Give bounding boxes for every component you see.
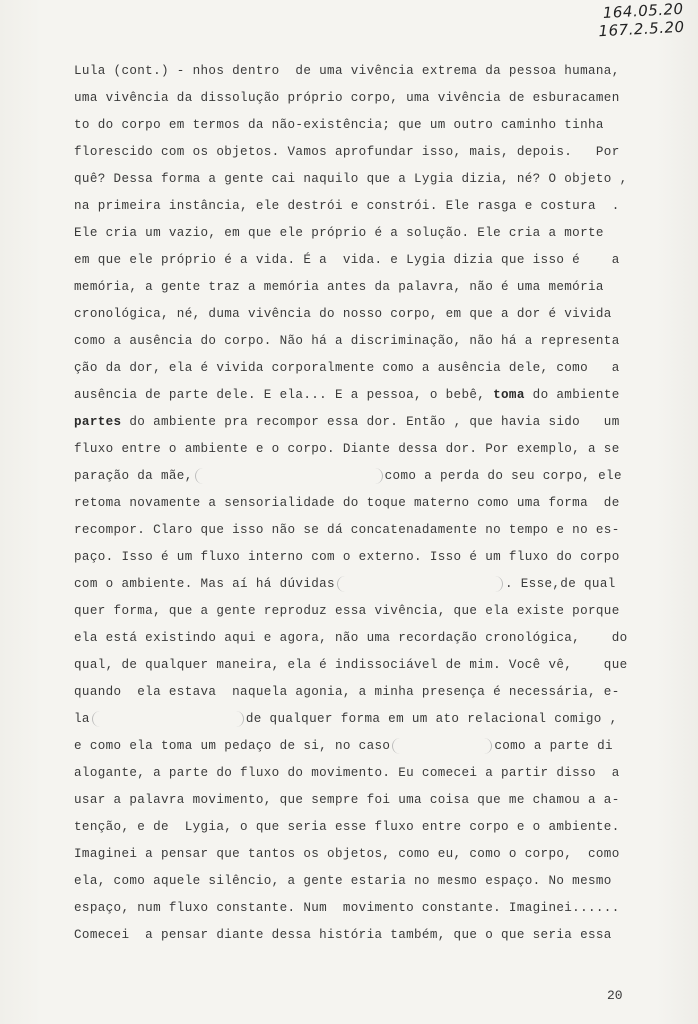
text-segment: la [74,712,90,726]
text-line: em que ele próprio é a vida. É a vida. e Lygia dizia que isso é a [74,253,620,267]
text-line: qual, de qualquer maneira, ela é indissociável de mim. Você vê, que [74,658,628,672]
text-line: memória, a gente traz a memória antes da palavra, não é uma memória [74,280,604,294]
text-line: ela está existindo aqui e agora, não uma recordação cronológica, do [74,631,628,645]
transcript-body [74,58,654,949]
text-line [74,382,654,409]
text-segment: com o ambiente. Mas aí há dúvidas [74,577,335,591]
text-line: Comecei a pensar diante dessa história também, que o que seria essa [74,928,612,942]
text-line: quando ela estava naquela agonia, a minha presença é necessária, e- [74,685,620,699]
archive-number-line-2: 167.2.5.20 [597,17,685,41]
inaudible-gap-bracket [337,576,503,592]
page-number: 20 [607,988,623,1003]
text-line: na primeira instância, ele destrói e constrói. Ele rasga e costura . [74,199,620,213]
text-line: recompor. Claro que isso não se dá concatenadamente no tempo e no es- [74,523,620,537]
text-segment: ausência de parte dele. E ela... E a pessoa, o bebê, [74,388,494,402]
bold-word: partes [74,415,122,429]
text-line [74,409,654,436]
text-line: alogante, a parte do fluxo do movimento. Eu comecei a partir disso a [74,766,620,780]
text-line: uma vivência da dissolução próprio corpo, uma vivência de esburacamen [74,91,620,105]
text-line [74,706,654,733]
text-line: Ele cria um vazio, em que ele próprio é a solução. Ele cria a morte [74,226,604,240]
text-segment: do ambiente pra recompor essa dor. Então , que havia sido um [121,415,620,429]
text-segment: como a perda do seu corpo, ele [384,469,622,483]
inaudible-gap-bracket [92,711,244,727]
text-line: ção da dor, ela é vivida corporalmente como a ausência dele, como a [74,361,620,375]
bold-word: toma [493,388,525,402]
text-line: quê? Dessa forma a gente cai naquilo que a Lygia dizia, né? O objeto , [74,172,628,186]
text-line [74,463,654,490]
text-line: florescido com os objetos. Vamos aprofundar isso, mais, depois. Por [74,145,620,159]
text-line: como a ausência do corpo. Não há a discriminação, não há a representa [74,334,620,348]
text-segment: do ambiente [524,388,620,402]
text-line [74,733,654,760]
text-line: Imaginei a pensar que tantos os objetos, como eu, como o corpo, como [74,847,620,861]
text-line [74,571,654,598]
text-segment: e como ela toma um pedaço de si, no caso [74,739,391,753]
text-line: espaço, num fluxo constante. Num movimento constante. Imaginei...... [74,901,620,915]
text-segment: paração da mãe, [74,469,193,483]
text-line: Lula (cont.) - nhos dentro de uma vivência extrema da pessoa humana, [74,64,620,78]
text-segment: . Esse,de qual [504,577,616,591]
text-line: to do corpo em termos da não-existência; que um outro caminho tinha [74,118,604,132]
text-segment: de qualquer forma em um ato relacional comigo , [245,712,618,726]
text-line: paço. Isso é um fluxo interno com o externo. Isso é um fluxo do corpo [74,550,620,564]
text-line: usar a palavra movimento, que sempre foi uma coisa que me chamou a a- [74,793,620,807]
text-line: retoma novamente a sensorialidade do toque materno como uma forma de [74,496,620,510]
text-line: ela, como aquele silêncio, a gente estaria no mesmo espaço. No mesmo [74,874,612,888]
text-line: fluxo entre o ambiente e o corpo. Diante dessa dor. Por exemplo, a se [74,442,620,456]
text-segment: como a parte di [494,739,613,753]
text-line: quer forma, que a gente reproduz essa vivência, que ela existe porque [74,604,620,618]
inaudible-gap-bracket [392,738,492,754]
archive-number-line-1: 164.05.20 [602,0,684,22]
text-line: tenção, e de Lygia, o que seria esse fluxo entre corpo e o ambiente. [74,820,620,834]
text-line: cronológica, né, duma vivência do nosso corpo, em que a dor é vivida [74,307,612,321]
inaudible-gap-bracket [195,468,383,484]
handwritten-archive-number [597,0,685,40]
